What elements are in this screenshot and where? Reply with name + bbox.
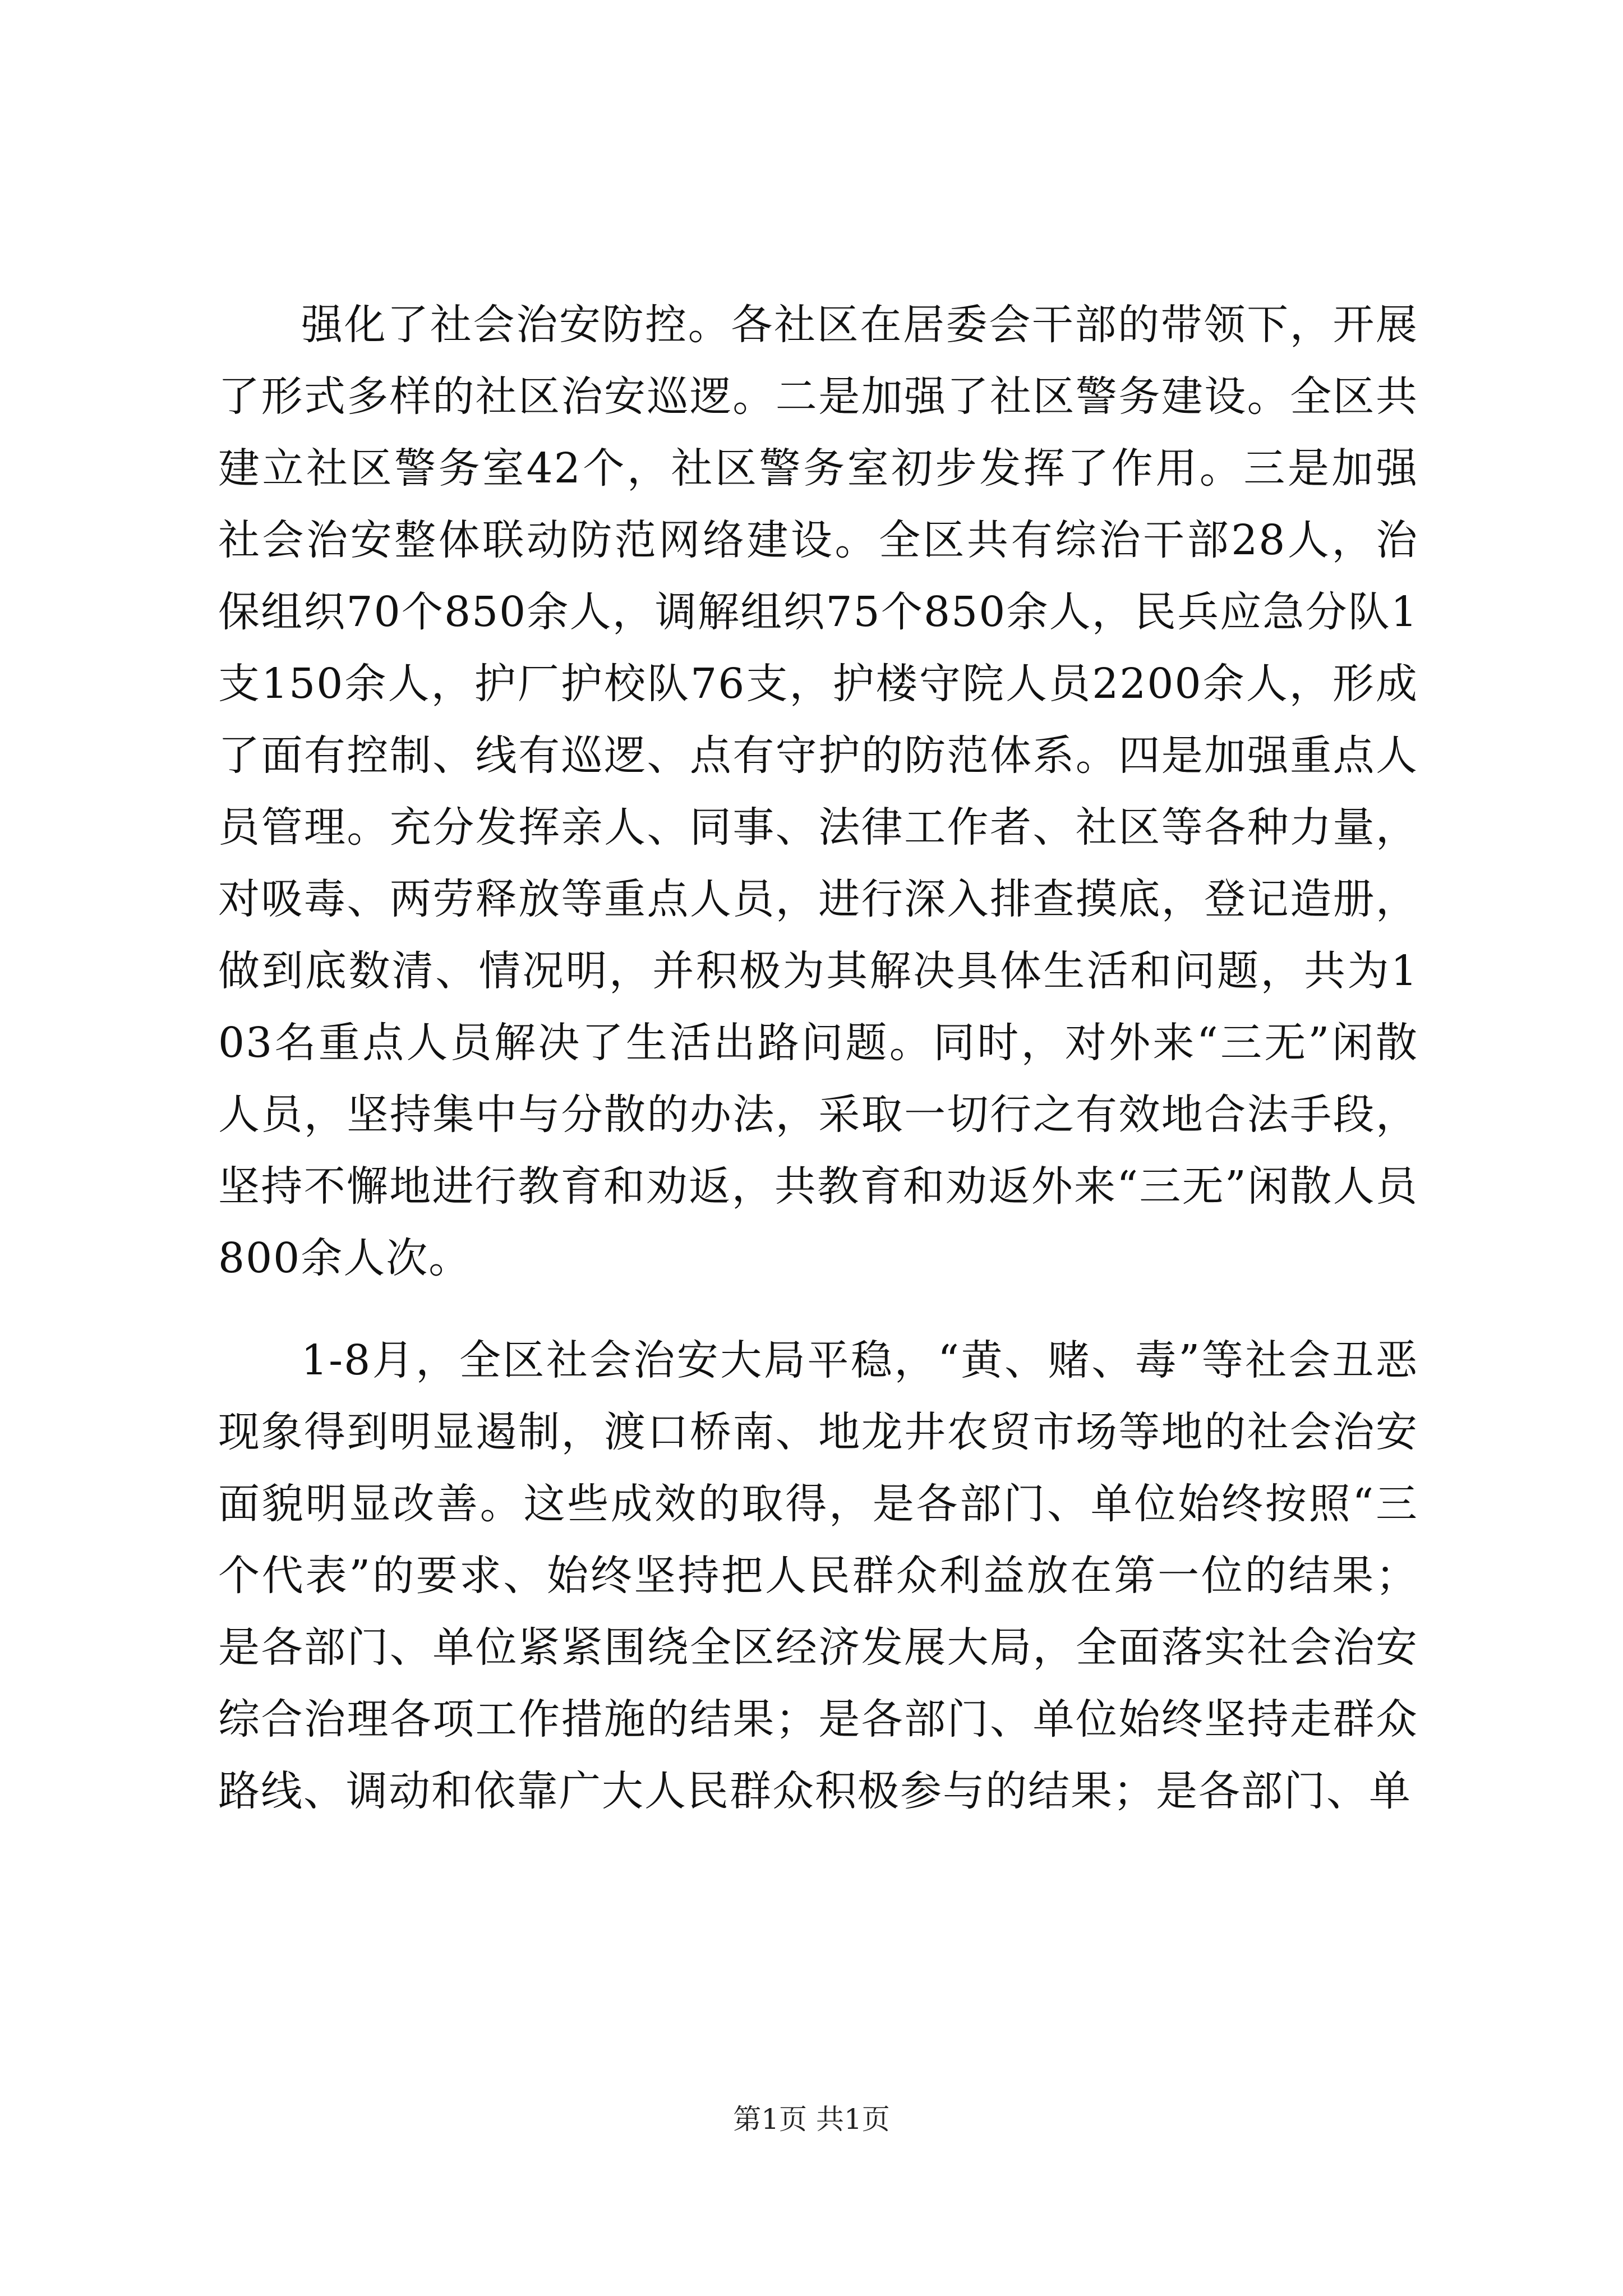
paragraph: 强化了社会治安防控。各社区在居委会干部的带领下，开展了形式多样的社区治安巡逻。二是加强了社区警务建设。全区共建立社区警务室42个，社区警务室初步发挥了作用。三是加强社会治安整体联动防范网络建设。全区共有综治干部28人，治保组织70个850余人，调解组织75个850余人，民兵应急分队1支150余人，护厂护校队76支，护楼守院人员2200余人，形成了面有控制、线有巡逻、点有守护的防范体系。四是加强重点人员管理。充分发挥亲人、同事、法律工作者、社区等各种力量，对吸毒、两劳释放等重点人员，进行深入排查摸底，登记造册，做到底数清、情况明，并积极为其解决具体生活和问题，共为103名重点人员解决了生活出路问题。同时，对外来“三无”闲散人员，坚持集中与分散的办法，采取一切行之有效地合法手段，坚持不懈地进行教育和劝返，共教育和劝返外来“三无”闲散人员800余人次。 bbox=[218, 301, 1418, 1282]
paragraph: 1-8月，全区社会治安大局平稳，“黄、赌、毒”等社会丑恶现象得到明显遏制，渡口桥南、地龙井农贸市场等地的社会治安面貌明显改善。这些成效的取得，是各部门、单位始终按照“三个代表”的要求、始终坚持把人民群众利益放在第一位的结果；是各部门、单位紧紧围绕全区经济发展大局，全面落实社会治安综合治理各项工作措施的结果；是各部门、单位始终坚持走群众路线、调动和依靠广大人民群众积极参与的结果；是各部门、单 bbox=[218, 1336, 1418, 1815]
page-footer: 第1页 共1页 bbox=[733, 2103, 890, 2136]
document-body bbox=[218, 289, 1418, 1827]
